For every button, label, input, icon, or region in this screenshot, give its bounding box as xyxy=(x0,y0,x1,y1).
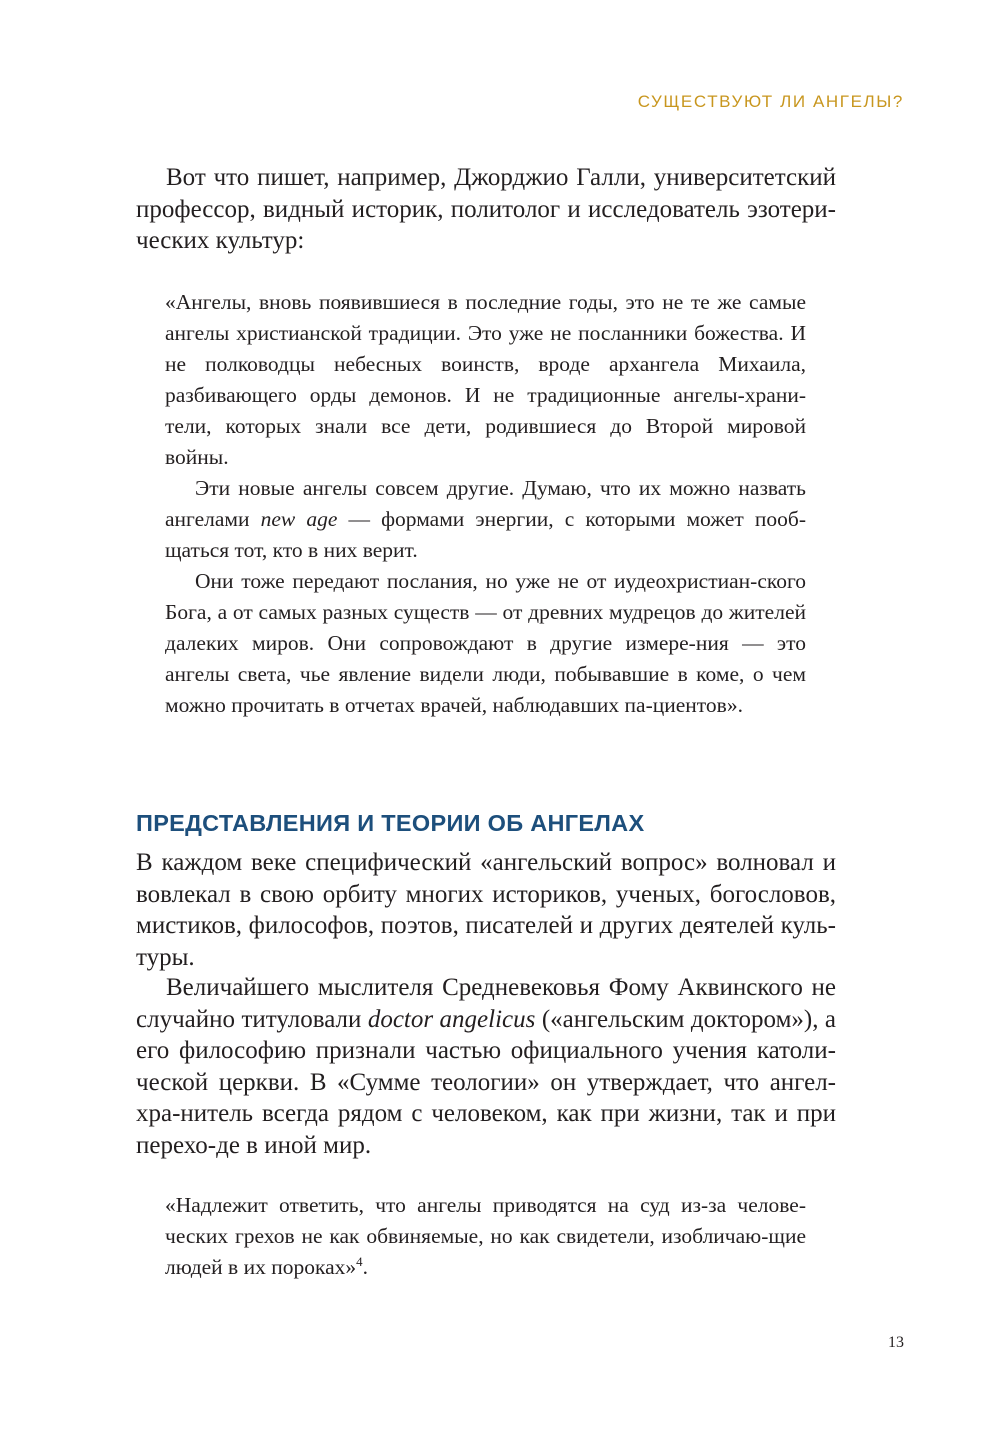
page-number: 13 xyxy=(888,1334,904,1351)
quote-paragraph-3: Они тоже передают послания, но уже не от иудеохристиан-ского Бога, а от самых разных существ — от древних мудрецов до жителей далеких миров. Они сопровождают в другие измере-ния — это ангелы света, чье явление видели люди, побывавшие в коме, о чем можно прочитать в отчетах врачей, наблюдавших па-циентов». xyxy=(165,569,806,717)
quote-paragraph-2-text-a: Эти новые ангелы совсем другие. Думаю, что их можно назвать ангелами xyxy=(165,476,806,531)
intro-paragraph: Вот что пишет, например, Джорджио Галли, университетский профессор, видный историк, политолог и исследователь эзотери-ческих культур: xyxy=(136,164,836,254)
aquinas-quote-text: «Надлежит ответить, что ангелы приводятся на суд из-за челове-ческих грехов не как обвиняемые, но как свидетели, изобличаю-щие людей в их пороках» xyxy=(165,1193,806,1279)
running-head: СУЩЕСТВУЮТ ЛИ АНГЕЛЫ? xyxy=(637,92,904,111)
section-paragraph-2-text-a: Величайшего мыслителя Средневековья Фому Аквинского не случайно титуловали xyxy=(136,974,836,1033)
aquinas-quote xyxy=(165,1190,806,1283)
doctor-angelicus-term: doctor angelicus xyxy=(367,1005,536,1033)
quote-block-galli xyxy=(165,287,806,721)
footnote-ref: 4 xyxy=(356,1254,363,1269)
quote-paragraph-2 xyxy=(165,473,806,566)
quote-paragraph-2-text-b: — формами энергии, с которыми может пооб-щаться тот, кто в них верит. xyxy=(165,507,806,562)
quote-paragraph-1: «Ангелы, вновь появившиеся в последние годы, это не те же самые ангелы христианской традиции. Это уже не посланники божества. И не полководцы небесных воинств, вроде архангела Михаила, разбивающего орды демонов. И не традиционные ангелы-храни-тели, которых знали все дети, родившиеся до Второй мировой войны. xyxy=(165,290,806,469)
section-heading: ПРЕДСТАВЛЕНИЯ И ТЕОРИИ ОБ АНГЕЛАХ xyxy=(136,810,645,836)
section-paragraph-2-text-b: («ангельским доктором»), а его философию признали частью официального учения католи-ческой церкви. В «Сумме теологии» он утверждает, что ангел-хра-нитель всегда рядом с человеком, как при жизни, так и при перехо-де в иной мир. xyxy=(136,1005,837,1159)
section-paragraph-2 xyxy=(136,972,836,1161)
aquinas-quote-end: . xyxy=(362,1255,368,1279)
section-paragraph-1: В каждом веке специфический «ангельский вопрос» волновал и вовлекал в свою орбиту многих историков, ученых, богословов, мистиков, философов, поэтов, писателей и других деятелей куль-туры. xyxy=(136,849,836,971)
new-age-term: new age xyxy=(260,507,338,531)
quote-block-aquinas xyxy=(165,1190,806,1283)
